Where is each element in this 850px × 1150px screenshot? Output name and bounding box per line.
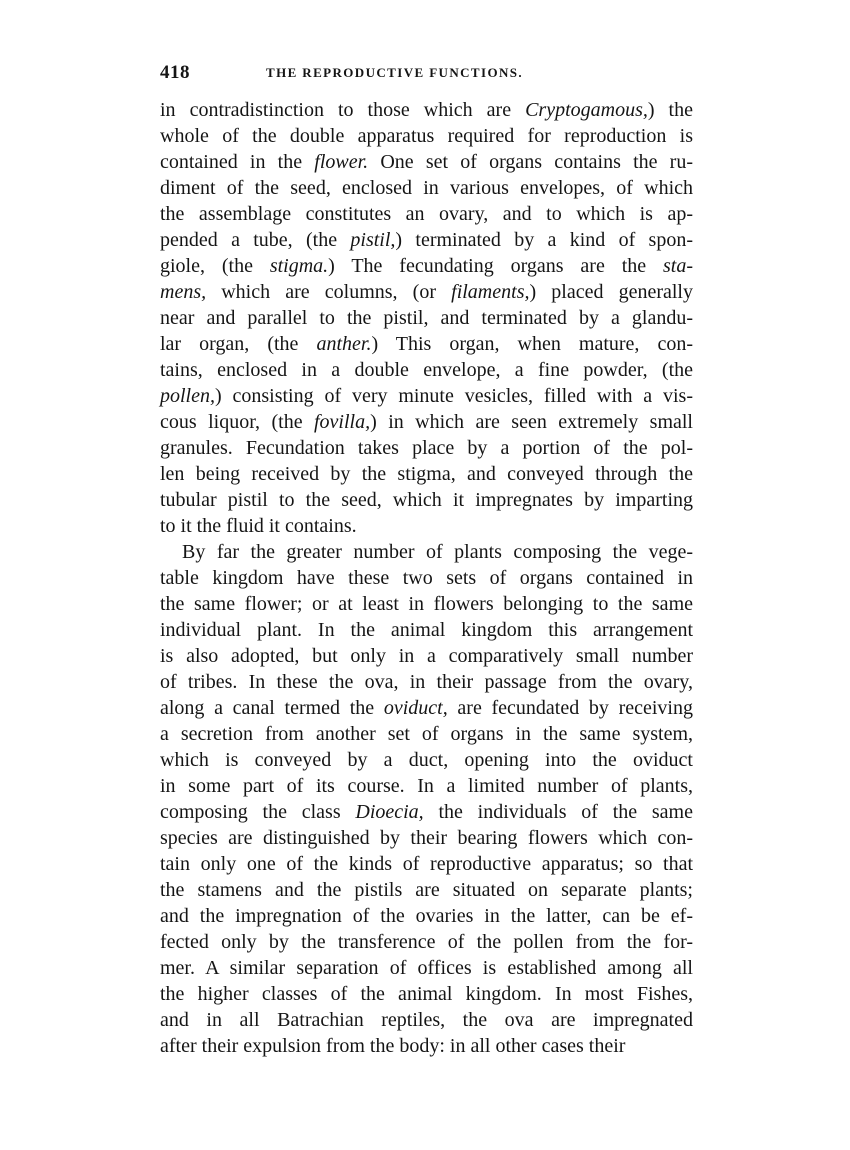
text-run: and in all Batrachian reptiles, the ova are impregnated: [160, 1009, 693, 1031]
body-text: [160, 97, 693, 1059]
text-line: [160, 591, 693, 617]
text-run: diment of the seed, enclosed in various envelopes, of which: [160, 177, 693, 199]
text-line: [160, 487, 693, 513]
text-run: lar organ, (the: [160, 333, 317, 355]
text-line: [160, 201, 693, 227]
text-run: the higher classes of the animal kingdom. In most Fishes,: [160, 983, 693, 1005]
text-run: along a canal termed the: [160, 697, 384, 719]
text-line: [160, 97, 693, 123]
text-run: granules. Fecundation takes place by a portion of the pol-: [160, 437, 693, 459]
text-line: [160, 773, 693, 799]
text-run: tain only one of the kinds of reproductive apparatus; so that: [160, 853, 693, 875]
text-line: [160, 513, 693, 539]
text-line: [160, 695, 693, 721]
text-run: giole, (the: [160, 255, 270, 277]
text-run: the same flower; or at least in flowers belonging to the same: [160, 593, 693, 615]
italic-term: pollen,: [160, 385, 215, 407]
text-line: [160, 409, 693, 435]
text-run: ) in which are seen extremely small: [370, 411, 693, 433]
text-line: [160, 435, 693, 461]
text-line: [160, 747, 693, 773]
italic-term: fovilla,: [314, 411, 371, 433]
text-run: ) consisting of very minute vesicles, filled with a vis-: [215, 385, 693, 407]
text-line: [160, 825, 693, 851]
text-run: cous liquor, (the: [160, 411, 314, 433]
text-line: [160, 331, 693, 357]
text-line: [160, 721, 693, 747]
text-line: [160, 981, 693, 1007]
italic-term: mens,: [160, 281, 207, 303]
text-line: [160, 539, 693, 565]
text-run: One set of organs contains the ru-: [368, 151, 694, 173]
text-line: [160, 1033, 693, 1059]
text-run: composing the class: [160, 801, 356, 823]
italic-term: oviduct,: [383, 697, 448, 719]
text-line: [160, 279, 693, 305]
text-line: [160, 877, 693, 903]
text-run: individual plant. In the animal kingdom this arrangement: [160, 619, 693, 641]
text-line: [160, 461, 693, 487]
text-run: ) The fecundating organs are the: [328, 255, 663, 277]
text-line: [160, 175, 693, 201]
text-line: [160, 955, 693, 981]
text-run: near and parallel to the pistil, and terminated by a glandu-: [160, 307, 693, 329]
running-head: [160, 62, 693, 84]
text-run: to it the fluid it contains.: [160, 515, 357, 537]
italic-term: pistil,: [350, 229, 396, 251]
italic-term: sta-: [663, 255, 693, 277]
text-run: in contradistinction to those which are: [160, 99, 526, 121]
text-run: which are columns, (or: [206, 281, 452, 303]
italic-term: Dioecia,: [355, 801, 424, 823]
text-run: whole of the double apparatus required for reproduction is: [160, 125, 693, 147]
text-run: fected only by the transference of the pollen from the for-: [160, 931, 693, 953]
text-line: [160, 929, 693, 955]
text-line: [160, 383, 693, 409]
text-run: ) placed generally: [529, 281, 693, 303]
text-line: [160, 851, 693, 877]
text-run: the stamens and the pistils are situated on separate plants;: [160, 879, 693, 901]
text-run: tains, enclosed in a double envelope, a fine powder, (the: [160, 359, 693, 381]
text-run: and the impregnation of the ovaries in the latter, can be ef-: [160, 905, 693, 927]
italic-term: flower.: [314, 151, 369, 173]
text-line: [160, 617, 693, 643]
text-run: a secretion from another set of organs in the same system,: [160, 723, 693, 745]
page-number: 418: [160, 62, 190, 83]
text-run: tubular pistil to the seed, which it impregnates by imparting: [160, 489, 693, 511]
text-run: which is conveyed by a duct, opening into the oviduct: [160, 749, 693, 771]
text-run: ) This organ, when mature, con-: [371, 333, 693, 355]
text-run: after their expulsion from the body: in all other cases their: [160, 1035, 626, 1057]
text-run: the individuals of the same: [423, 801, 693, 823]
text-line: [160, 799, 693, 825]
text-line: [160, 149, 693, 175]
text-line: [160, 669, 693, 695]
text-line: [160, 123, 693, 149]
text-run: table kingdom have these two sets of organs contained in: [160, 567, 693, 589]
italic-term: filaments,: [451, 281, 530, 303]
text-run: in some part of its course. In a limited number of plants,: [160, 775, 693, 797]
text-run: species are distinguished by their bearing flowers which con-: [160, 827, 693, 849]
text-run: the assemblage constitutes an ovary, and to which is ap-: [160, 203, 693, 225]
text-line: [160, 227, 693, 253]
italic-term: Cryptogamous,: [525, 99, 648, 121]
text-run: ) the: [647, 99, 693, 121]
text-line: [160, 357, 693, 383]
text-run: ) terminated by a kind of spon-: [395, 229, 693, 251]
text-run: of tribes. In these the ova, in their passage from the ovary,: [160, 671, 693, 693]
italic-term: stigma.: [269, 255, 329, 277]
text-run: By far the greater number of plants composing the vege-: [182, 541, 693, 563]
text-run: contained in the: [160, 151, 315, 173]
text-run: are fecundated by receiving: [447, 697, 693, 719]
italic-term: anther.: [316, 333, 372, 355]
text-line: [160, 305, 693, 331]
text-run: mer. A similar separation of offices is established among all: [160, 957, 693, 979]
text-run: pended a tube, (the: [160, 229, 351, 251]
text-run: is also adopted, but only in a comparatively small number: [160, 645, 693, 667]
text-line: [160, 253, 693, 279]
running-title: THE REPRODUCTIVE FUNCTIONS.: [266, 65, 524, 80]
text-line: [160, 1007, 693, 1033]
text-line: [160, 565, 693, 591]
text-line: [160, 903, 693, 929]
text-line: [160, 643, 693, 669]
text-run: len being received by the stigma, and conveyed through the: [160, 463, 693, 485]
